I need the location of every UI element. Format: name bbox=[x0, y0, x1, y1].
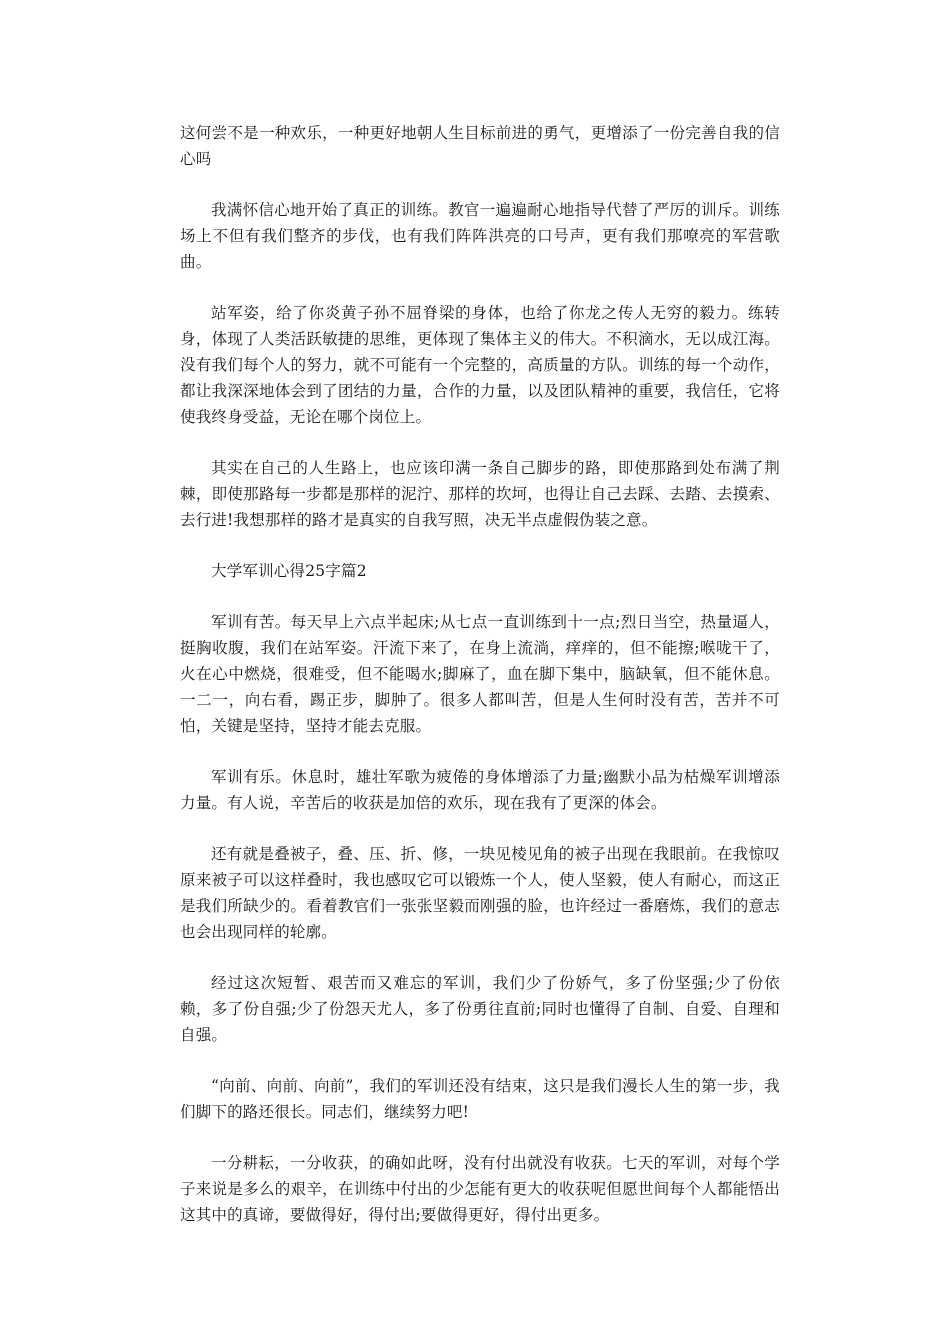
paragraph-10: 一分耕耘，一分收获，的确如此呀，没有付出就没有收获。七天的军训，对每个学子来说是多么的艰辛，在训练中付出的少怎能有更大的收获呢但愿世间每个人都能悟出这其中的真谛，要做得好，得付出;要做得更好，得付出更多。 bbox=[180, 1154, 780, 1224]
document-body bbox=[180, 120, 780, 1253]
paragraph-4: 其实在自己的人生路上，也应该印满一条自己脚步的路，即使那路到处布满了荆棘，即使那路每一步都是那样的泥泞、那样的坎坷，也得让自己去踩、去踏、去摸索、去行进!我想那样的路才是真实的自我写照，决无半点虚假伪装之意。 bbox=[180, 459, 780, 529]
section-heading: 大学军训心得25字篇2 bbox=[211, 562, 367, 580]
paragraph-9: “向前、向前、向前”，我们的军训还没有结束，这只是我们漫长人生的第一步，我们脚下的路还很长。同志们，继续努力吧! bbox=[180, 1077, 780, 1121]
paragraph-6: 军训有乐。休息时，雄壮军歌为疲倦的身体增添了力量;幽默小品为枯燥军训增添力量。有人说，辛苦后的收获是加倍的欢乐，现在我有了更深的体会。 bbox=[180, 768, 780, 812]
paragraph-1: 这何尝不是一种欢乐，一种更好地朝人生目标前进的勇气，更增添了一份完善自我的信心吗 bbox=[180, 124, 780, 168]
paragraph-2: 我满怀信心地开始了真正的训练。教官一遍遍耐心地指导代替了严厉的训斥。训练场上不但有我们整齐的步伐，也有我们阵阵洪亮的口号声，更有我们那嘹亮的军营歌曲。 bbox=[180, 201, 780, 271]
paragraph-7: 还有就是叠被子，叠、压、折、修，一块见棱见角的被子出现在我眼前。在我惊叹原来被子可以这样叠时，我也感叹它可以锻炼一个人，使人坚毅，使人有耐心，而这正是我们所缺少的。看着教官们一张张坚毅而刚强的脸，也许经过一番磨炼，我们的意志也会出现同样的轮廓。 bbox=[180, 845, 780, 941]
paragraph-3: 站军姿，给了你炎黄子孙不屈脊梁的身体，也给了你龙之传人无穷的毅力。练转身，体现了人类活跃敏捷的思维，更体现了集体主义的伟大。不积滴水，无以成江海。没有我们每个人的努力，就不可能有一个完整的，高质量的方队。训练的每一个动作，都让我深深地体会到了团结的力量，合作的力量，以及团队精神的重要，我信任，它将使我终身受益，无论在哪个岗位上。 bbox=[180, 304, 780, 426]
paragraph-8: 经过这次短暂、艰苦而又难忘的军训，我们少了份娇气，多了份坚强;少了份依赖，多了份自强;少了份怨天尤人，多了份勇往直前;同时也懂得了自制、自爱、自理和自强。 bbox=[180, 974, 780, 1044]
paragraph-5: 军训有苦。每天早上六点半起床;从七点一直训练到十一点;烈日当空，热量逼人，挺胸收腹，我们在站军姿。汗流下来了，在身上流淌，痒痒的，但不能擦;喉咙干了，火在心中燃烧，很难受，但不能喝水;脚麻了，血在脚下集中，脑缺氧，但不能休息。一二一，向右看，踢正步，脚肿了。很多人都叫苦，但是人生何时没有苦，苦并不可怕，关键是坚持，坚持才能去克服。 bbox=[180, 613, 780, 735]
